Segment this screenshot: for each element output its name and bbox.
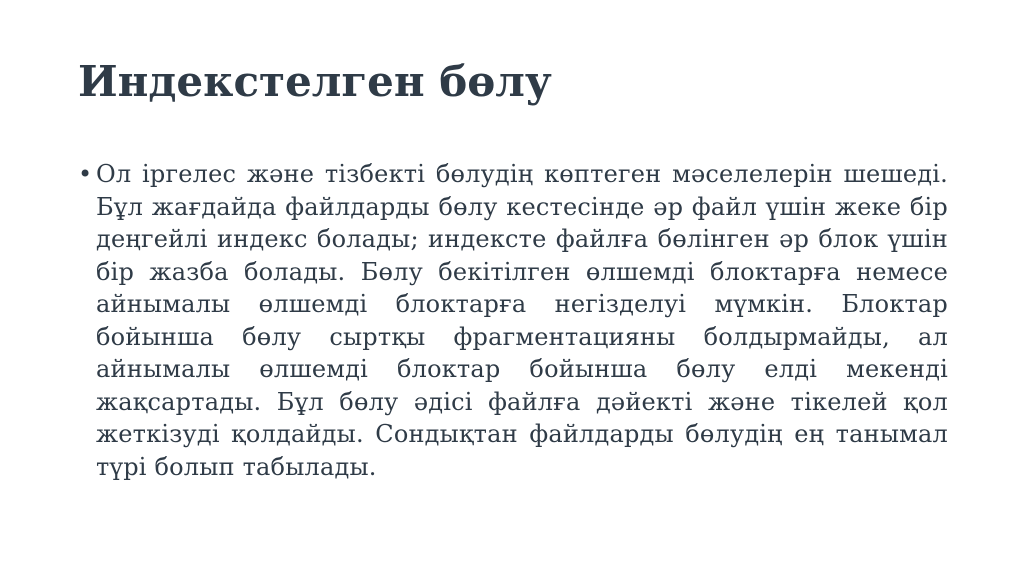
bullet-marker: •: [78, 160, 93, 188]
bullet-text: Ол іргелес және тізбекті бөлудің көптеген мәселелерін шешеді. Бұл жағдайда файлдарды бөлу кестесінде әр файл үшін жеке бір деңгейлі индекс болады; индексте файлға бөлінген әр блок үшін бір жазба болады. Бөлу бекітілген өлшемді блоктарға немесе айнымалы өлшемді блоктарға негізделуі мүмкін. Блоктар бойынша бөлу сыртқы фрагментацияны болдырмайды, ал айнымалы өлшемді блоктар бойынша бөлу елді мекенді жақсартады. Бұл бөлу әдісі файлға дәйекті және тікелей қол жеткізуді қолдайды. Сондықтан файлдарды бөлудің ең танымал түрі болып табылады.: [96, 160, 948, 481]
bullet-item: [78, 158, 948, 483]
slide-content: [78, 158, 948, 483]
slide-title: Индекстелген бөлу: [78, 57, 552, 106]
